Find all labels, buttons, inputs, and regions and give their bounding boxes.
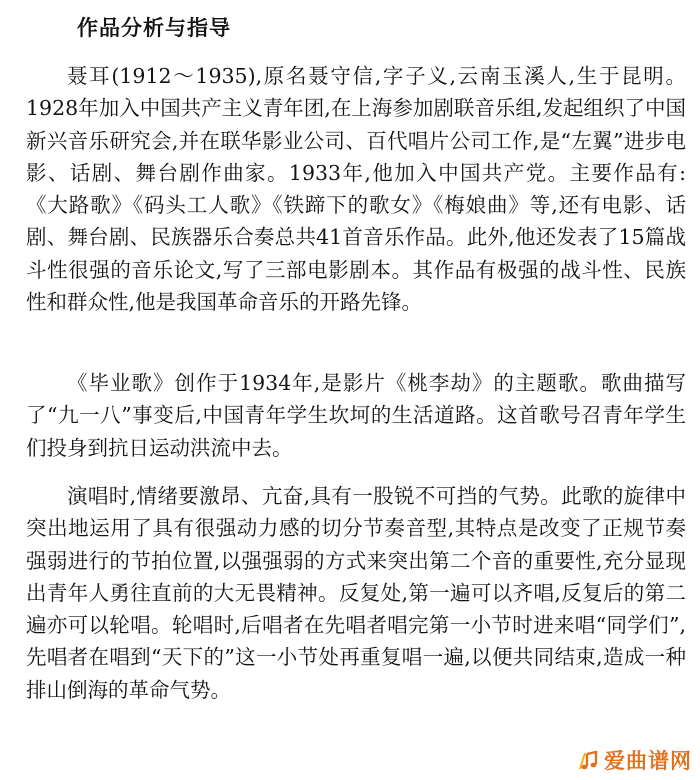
- site-watermark: [576, 748, 692, 774]
- music-note-logo-icon: [576, 749, 600, 773]
- paragraph-song-background: 《毕业歌》创作于1934年,是影片《桃李劫》的主题歌。歌曲描写了“九一八”事变后,中国青年学生坎坷的生活道路。这首歌号召青年学生们投身到抗日运动洪流中去。: [26, 371, 686, 460]
- section-heading: 作品分析与指导: [77, 16, 231, 40]
- paragraph-composer-bio: 聂耳(1912～1935),原名聂守信,字子义,云南玉溪人,生于昆明。1928年加入中国共产主义青年团,在上海参加剧联音乐组,发起组织了中国新兴音乐研究会,并在联华影业公司、百代唱片公司工作,是“左翼”进步电影、话剧、舞台剧作曲家。1933年,他加入中国共产党。主要作品有:《大路歌》《码头工人歌》《铁蹄下的歌女》《梅娘曲》等,还有电影、话剧、舞台剧、民族器乐合奏总共41首音乐作品。此外,他还发表了15篇战斗性很强的音乐论文,写了三部电影剧本。其作品有极强的战斗性、民族性和群众性,他是我国革命音乐的开路先锋。: [26, 64, 686, 315]
- paragraph-performance-guide: 演唱时,情绪要激昂、亢奋,具有一股锐不可挡的气势。此歌的旋律中突出地运用了具有很强动力感的切分节奏音型,其特点是改变了正规节奏强弱进行的节拍位置,以强强弱的方式来突出第二个音的重要性,充分显现出青年人勇往直前的大无畏精神。反复处,第一遍可以齐唱,反复后的第二遍亦可以轮唱。轮唱时,后唱者在先唱者唱完第一小节时进来唱“同学们”,先唱者在唱到“天下的”这一小节处再重复唱一遍,以便共同结束,造成一种排山倒海的革命气势。: [26, 484, 686, 702]
- watermark-text: 爱曲谱网: [604, 749, 692, 773]
